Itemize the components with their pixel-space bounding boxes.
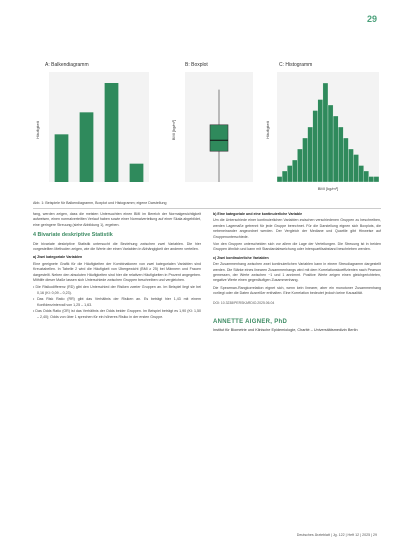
bar xyxy=(80,112,94,182)
panel-a-ylabel: Häufigkeit xyxy=(35,121,40,139)
histogram-bar xyxy=(354,155,359,183)
subheading-c: c) Zwei kontinuierliche Variablen xyxy=(213,255,269,260)
section-heading: 4 Bivariate deskriptive Statistik xyxy=(33,232,113,239)
page-footer: Deutsches Ärzteblatt | Jg. 122 | Heft 12 | 2025 | 29 xyxy=(296,533,377,537)
subheading-b: b) Eine kategoriale und eine kontinuierliche Variable xyxy=(213,212,303,216)
histogram-bar xyxy=(374,177,379,183)
doi: DOI: 10.3238/PERSKARDIO.2025.06.04 xyxy=(213,300,275,305)
histogram-bar xyxy=(303,138,308,182)
panel-b xyxy=(161,50,256,192)
panel-b-ylabel: BMI [kg/m²] xyxy=(171,119,176,141)
panel-a xyxy=(33,50,153,192)
bullet-or: • Das Odds Ratio (OR) ist das Verhältnis der Odds beider Gruppen. Im Beispiel beträgt es 1,90 (KI: 1,50 – 2,40); Odds von über 1 sprechen für ein höheres Risiko in der ersten Gruppe. xyxy=(33,309,201,319)
histogram-bar xyxy=(333,116,338,182)
intro-paragraph: fang, werden zeigen, dass die meisten Untersuchten einen BMI im Bereich der Normalgewichtigkeit aufweisen, einen normalverteilten Verlauf haben sowie einer Normalverteilung auf einer Skala abgebildet, eine geringere Streuung (siehe Abbildung 1), ergeben. xyxy=(33,212,201,227)
histogram-bar xyxy=(313,111,318,183)
histogram-bar xyxy=(323,83,328,182)
histogram-bar xyxy=(277,177,282,183)
subheading-a: a) Zwei kategoriale Variablen xyxy=(33,255,83,260)
box xyxy=(210,125,228,151)
panel-a-title: A: Balkendiagramm xyxy=(45,62,89,68)
histogram-bar xyxy=(369,177,374,183)
figure xyxy=(33,50,381,192)
left-column xyxy=(33,212,201,321)
panel-c-title: C: Histogramm xyxy=(279,62,313,68)
bullet-rd: • Die Risikodifferenz (RD) gibt den Unterschied der Risiken zweier Gruppen an. Im Beispiel liegt sie bei 0,16 (KI: 0,09 – 0,23). xyxy=(33,285,201,295)
histogram-bar xyxy=(359,166,364,183)
bullet-rr: • Das Risk Ratio (RR) gibt das Verhältnis der Risiken an. Es beträgt hier 1,43 mit einem Konfidenzintervall von 1,25 – 1,63. xyxy=(33,297,201,307)
panel-c-xlabel: BMI [kg/m²] xyxy=(317,186,339,191)
figure-caption: Abb. 1: Beispiele für Balkendiagramm, Boxplot und Histogramm; eigene Darstellung xyxy=(33,201,381,209)
histogram-bar xyxy=(328,105,333,182)
histogram xyxy=(263,50,381,192)
subheading-c-text: Der Zusammenhang zwischen zwei kontinuierlichen Variablen kann in einem Streudiagramm dargestellt werden. Die Stärke eines linearen Zusammenhangs wird mit dem Korrelationskoeffizienten nach Pearson gemessen, der Werte zwischen −1 und 1 annimmt. Positive Werte zeigen einen gleichgerichteten, negative Werte einen gegenläufigen Zusammenhang. xyxy=(213,262,381,283)
bar-chart xyxy=(33,50,153,192)
page-number: 29 xyxy=(366,14,377,24)
section-intro: Die bivariate deskriptive Statistik untersucht die Beziehung zwischen zwei Variablen. Die hier vorgestellten Methoden zeigen, wie die Werte der einen Variablen in Abhängigkeit der anderen verteilen. xyxy=(33,241,201,252)
bar xyxy=(55,134,69,182)
subheading-c-text2: Die Spearman-Rangkorrelation eignet sich, wenn kein linearer, aber ein monotoner Zusammenhang vorliegt oder die Daten Ausreißer enthalten. Eine Korrelation bedeutet jedoch keine Kausalität. xyxy=(213,285,381,296)
panel-c-ylabel: Häufigkeit xyxy=(265,121,270,139)
right-column xyxy=(213,212,381,333)
subheading-b-text: Um die Unterschiede einer kontinuierlichen Variablen zwischen verschiedenen Gruppen zu beschreiben, werden Lagemaße getrennt für jede Gruppe berechnet. Für die Darstellung eignen sich Boxplots, die nebeneinander angeordnet werden. Der Vergleich der Mediane und Quartile gibt Hinweise auf Gruppenunterschiede. xyxy=(213,218,381,239)
subheading-a-text: Eine geeignete Grafik für die Häufigkeiten der Kombinationen von zwei kategorialen Variablen sind Kreuztabellen. In Tabelle 2 wird die Häufigkeit von Übergewicht (BMI ≥ 25) bei Männern und Frauen dargestellt. Neben den absoluten Häufigkeiten sind hier die relativen Häufigkeiten in Prozent angegeben. Mithilfe dieser Maße lassen sich Unterschiede zwischen Gruppen beschreiben und vergleichen. xyxy=(33,261,201,283)
histogram-bar xyxy=(364,171,369,182)
histogram-bar xyxy=(297,149,302,182)
panel-b-title: B: Boxplot xyxy=(185,62,208,68)
bar xyxy=(105,83,119,182)
histogram-bar xyxy=(318,100,323,183)
histogram-bar xyxy=(287,166,292,183)
histogram-bar xyxy=(282,171,287,182)
histogram-bar xyxy=(338,127,343,182)
box-plot xyxy=(161,50,256,192)
histogram-bar xyxy=(308,127,313,182)
panel-c xyxy=(263,50,381,192)
author-name: ANNETTE AIGNER, PhD xyxy=(213,319,288,326)
bar xyxy=(130,164,144,182)
subheading-b-text2: Von den Gruppen unterscheiden sich vor allem die Lage der Verteilungen. Die Streuung ist in beiden Gruppen ähnlich und kann mit Standardabweichung oder Interquartilsabstand beschrieben werden. xyxy=(213,242,381,252)
author-affiliation: Institut für Biometrie und Klinische Epidemiologie, Charité – Universitätsmedizin Berlin xyxy=(213,327,358,332)
histogram-bar xyxy=(343,138,348,182)
histogram-bar xyxy=(348,149,353,182)
histogram-bar xyxy=(292,160,297,182)
